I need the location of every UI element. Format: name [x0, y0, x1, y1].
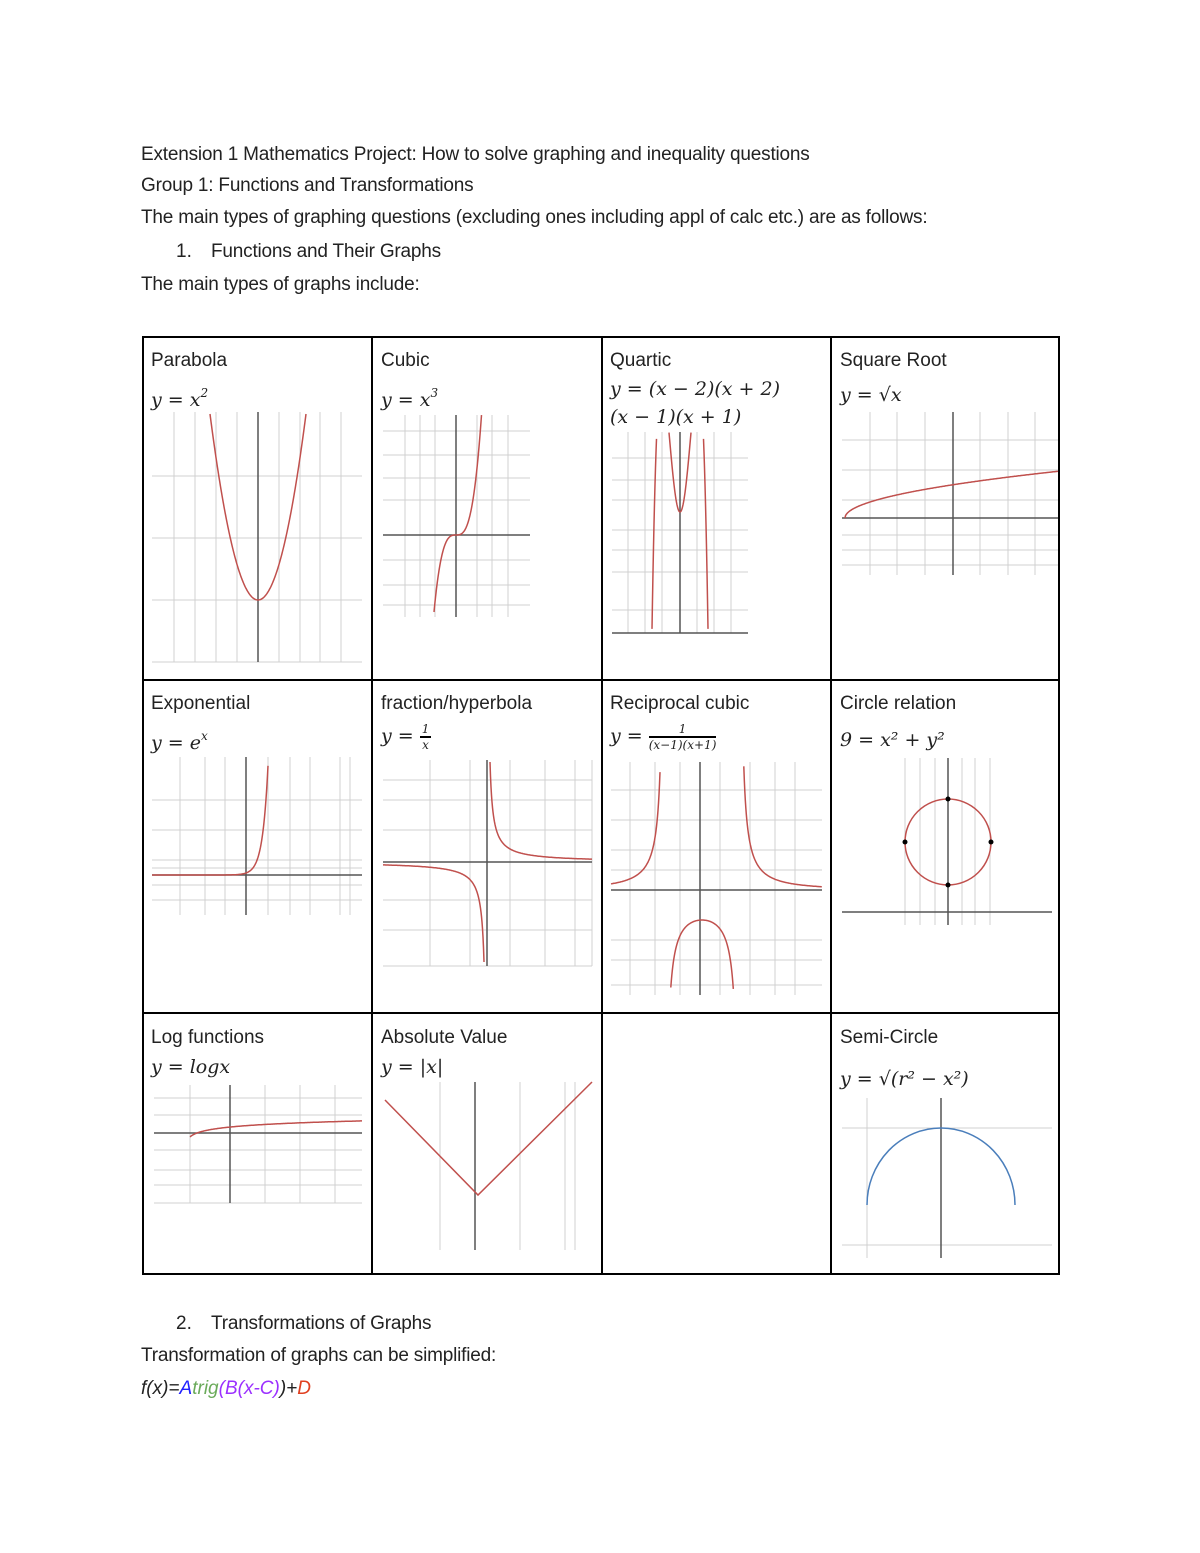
reciprocal-cubic-left	[611, 772, 660, 884]
transformations-text: Transformation of graphs can be simplified:	[141, 1345, 497, 1366]
cell-title-hyperbola: fraction/hyperbola	[381, 693, 533, 714]
cell-title-cubic: Cubic	[381, 350, 430, 371]
hyperbola-curve-left	[383, 865, 484, 962]
list-item-transformations: Transformations of Graphs	[211, 1313, 432, 1334]
equation-cubic: $y = x^3$	[381, 386, 439, 411]
list-number-2: 2.	[176, 1313, 192, 1334]
cell-title-sqrt: Square Root	[840, 350, 947, 371]
equation-quartic-line2: (x − 1)(x + 1)	[610, 406, 742, 428]
equation-quartic-line1: y = (x − 2)(x + 2)	[610, 378, 780, 400]
equation-sqrt: y = √x	[840, 384, 902, 406]
hyperbola-curve-right	[490, 762, 592, 859]
reciprocal-cubic-right	[744, 766, 822, 886]
circle-point	[946, 883, 951, 888]
log-curve	[190, 1121, 362, 1137]
cell-title-abs: Absolute Value	[381, 1027, 508, 1048]
cubic-curve	[434, 415, 482, 612]
cell-title-reciprocal-cubic: Reciprocal cubic	[610, 693, 750, 714]
cell-title-exponential: Exponential	[151, 693, 251, 714]
cell-title-parabola: Parabola	[151, 350, 228, 371]
cell-title-log: Log functions	[151, 1027, 265, 1048]
doc-title: Extension 1 Mathematics Project: How to solve graphing and inequality questions	[141, 144, 810, 165]
equation-semicircle: y = √(r² − x²)	[840, 1068, 969, 1090]
group-label: Group 1: Functions and Transformations	[141, 175, 474, 196]
exponential-curve	[152, 766, 268, 875]
equation-exponential: $y = e^x$	[151, 729, 208, 754]
types-intro: The main types of graphs include:	[141, 274, 420, 295]
circle-point	[946, 797, 951, 802]
circle-point	[903, 840, 908, 845]
equation-abs: y = |x|	[381, 1056, 444, 1078]
list-item-functions: Functions and Their Graphs	[211, 241, 441, 262]
cell-title-semicircle: Semi-Circle	[840, 1027, 939, 1048]
equation-reciprocal-cubic: y = $\frac{1}{(x-1)(x+1)}$	[610, 722, 717, 752]
equation-circle: 9 = x² + y²	[840, 729, 945, 751]
equation-parabola: $y = x^2$	[151, 386, 209, 411]
sqrt-curve	[845, 471, 1058, 518]
equation-log: y = logx	[151, 1056, 231, 1078]
equation-hyperbola: y = $\frac{1}{x}$	[381, 722, 430, 752]
abs-curve	[385, 1082, 592, 1195]
intro-text: The main types of graphing questions (excluding ones including appl of calc etc.) are as follows:	[141, 207, 928, 228]
cell-title-quartic: Quartic	[610, 350, 672, 371]
cell-title-circle: Circle relation	[840, 693, 957, 714]
list-number-1: 1.	[176, 241, 192, 262]
circle-point	[989, 840, 994, 845]
transformation-formula: f(x)=Atrig(B(x-C))+D	[141, 1378, 311, 1399]
